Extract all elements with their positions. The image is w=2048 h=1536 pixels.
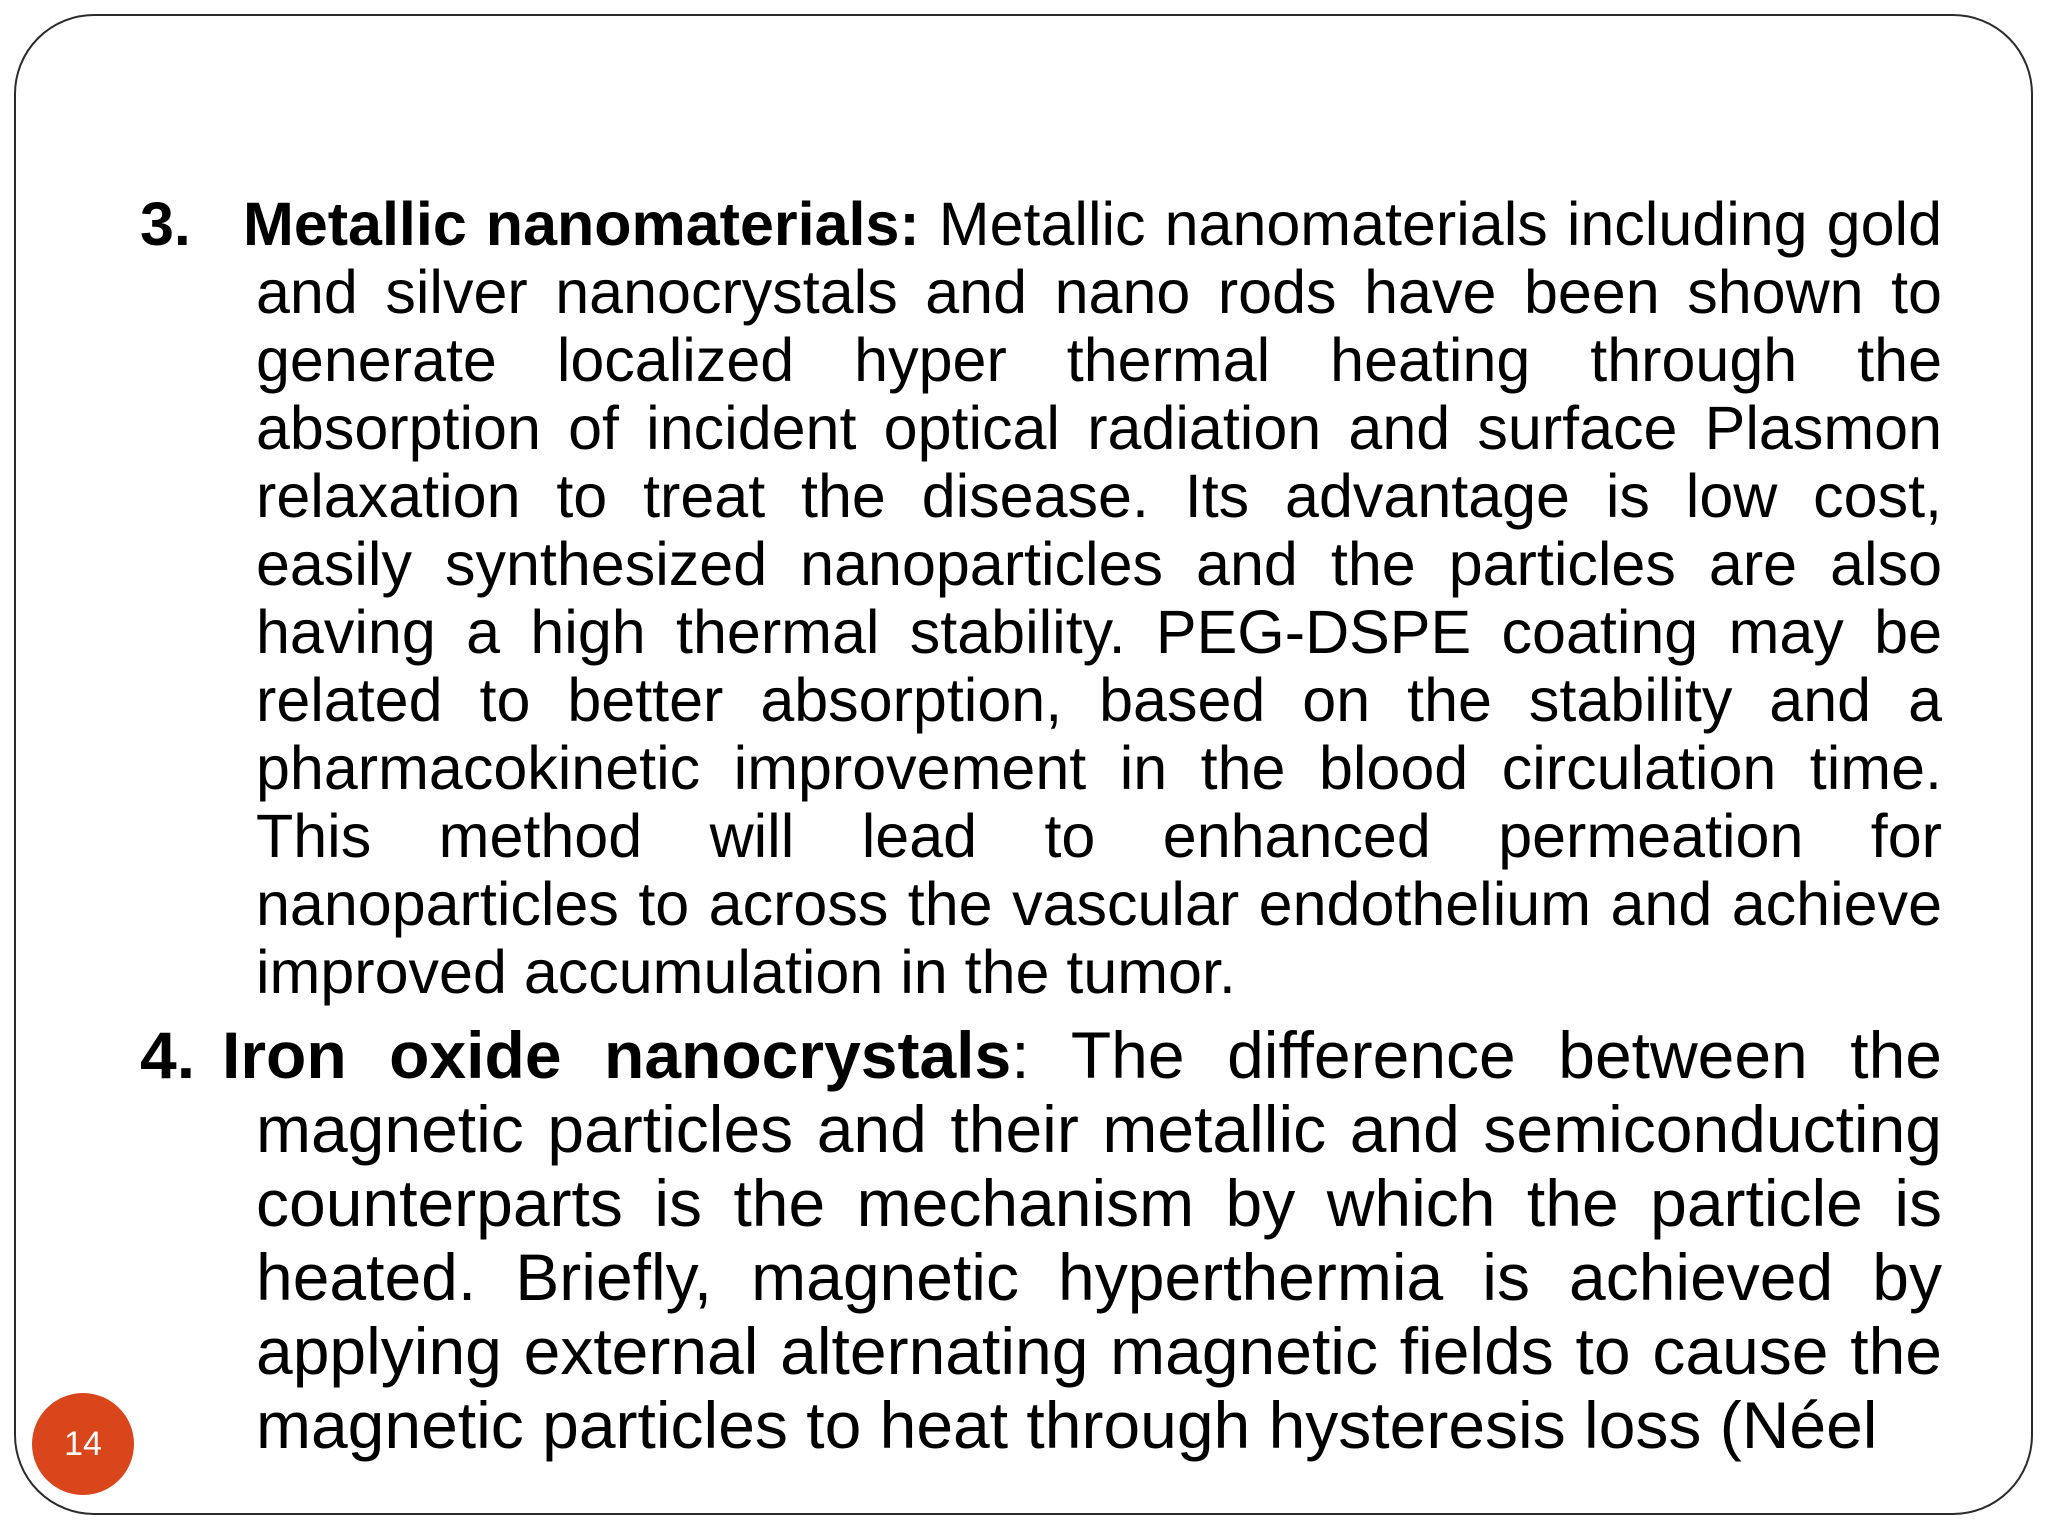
item-body-text: : The difference between the magnetic particles and their metallic and semiconducting counterparts is the mechanism by which the particle is heated. Briefly, magnetic hyperthermia is achieved by applying external alternating magnetic fields to cause the magnetic particles to heat through hysteresis loss (Néel [256,1018,1943,1462]
list-item-metallic-nanomaterials [140,190,1942,1006]
item-body-text: Metallic nanomaterials including gold and silver nanocrystals and nano rods have been shown to generate localized hyper thermal heating through the absorption of incident optical radiation and surface Plasmon relaxation to treat the disease. Its advantage is low cost, easily synthesized nanoparticles and the particles are also having a high thermal stability. PEG-DSPE coating may be related to better absorption, based on the stability and a pharmacokinetic improvement in the blood circulation time. This method will lead to enhanced permeation for nanoparticles to across the vascular endothelium and achieve improved accumulation in the tumor. [256,190,1942,1006]
slide-content [140,190,1942,1462]
page-number-badge: 14 [32,1393,134,1495]
item-heading: Metallic nanomaterials: [243,190,920,258]
item-number: 4. [140,1018,196,1092]
item-heading: Iron oxide nanocrystals [222,1018,1012,1092]
list-item-iron-oxide-nanocrystals [140,1018,1942,1462]
item-number: 3. [140,190,191,258]
